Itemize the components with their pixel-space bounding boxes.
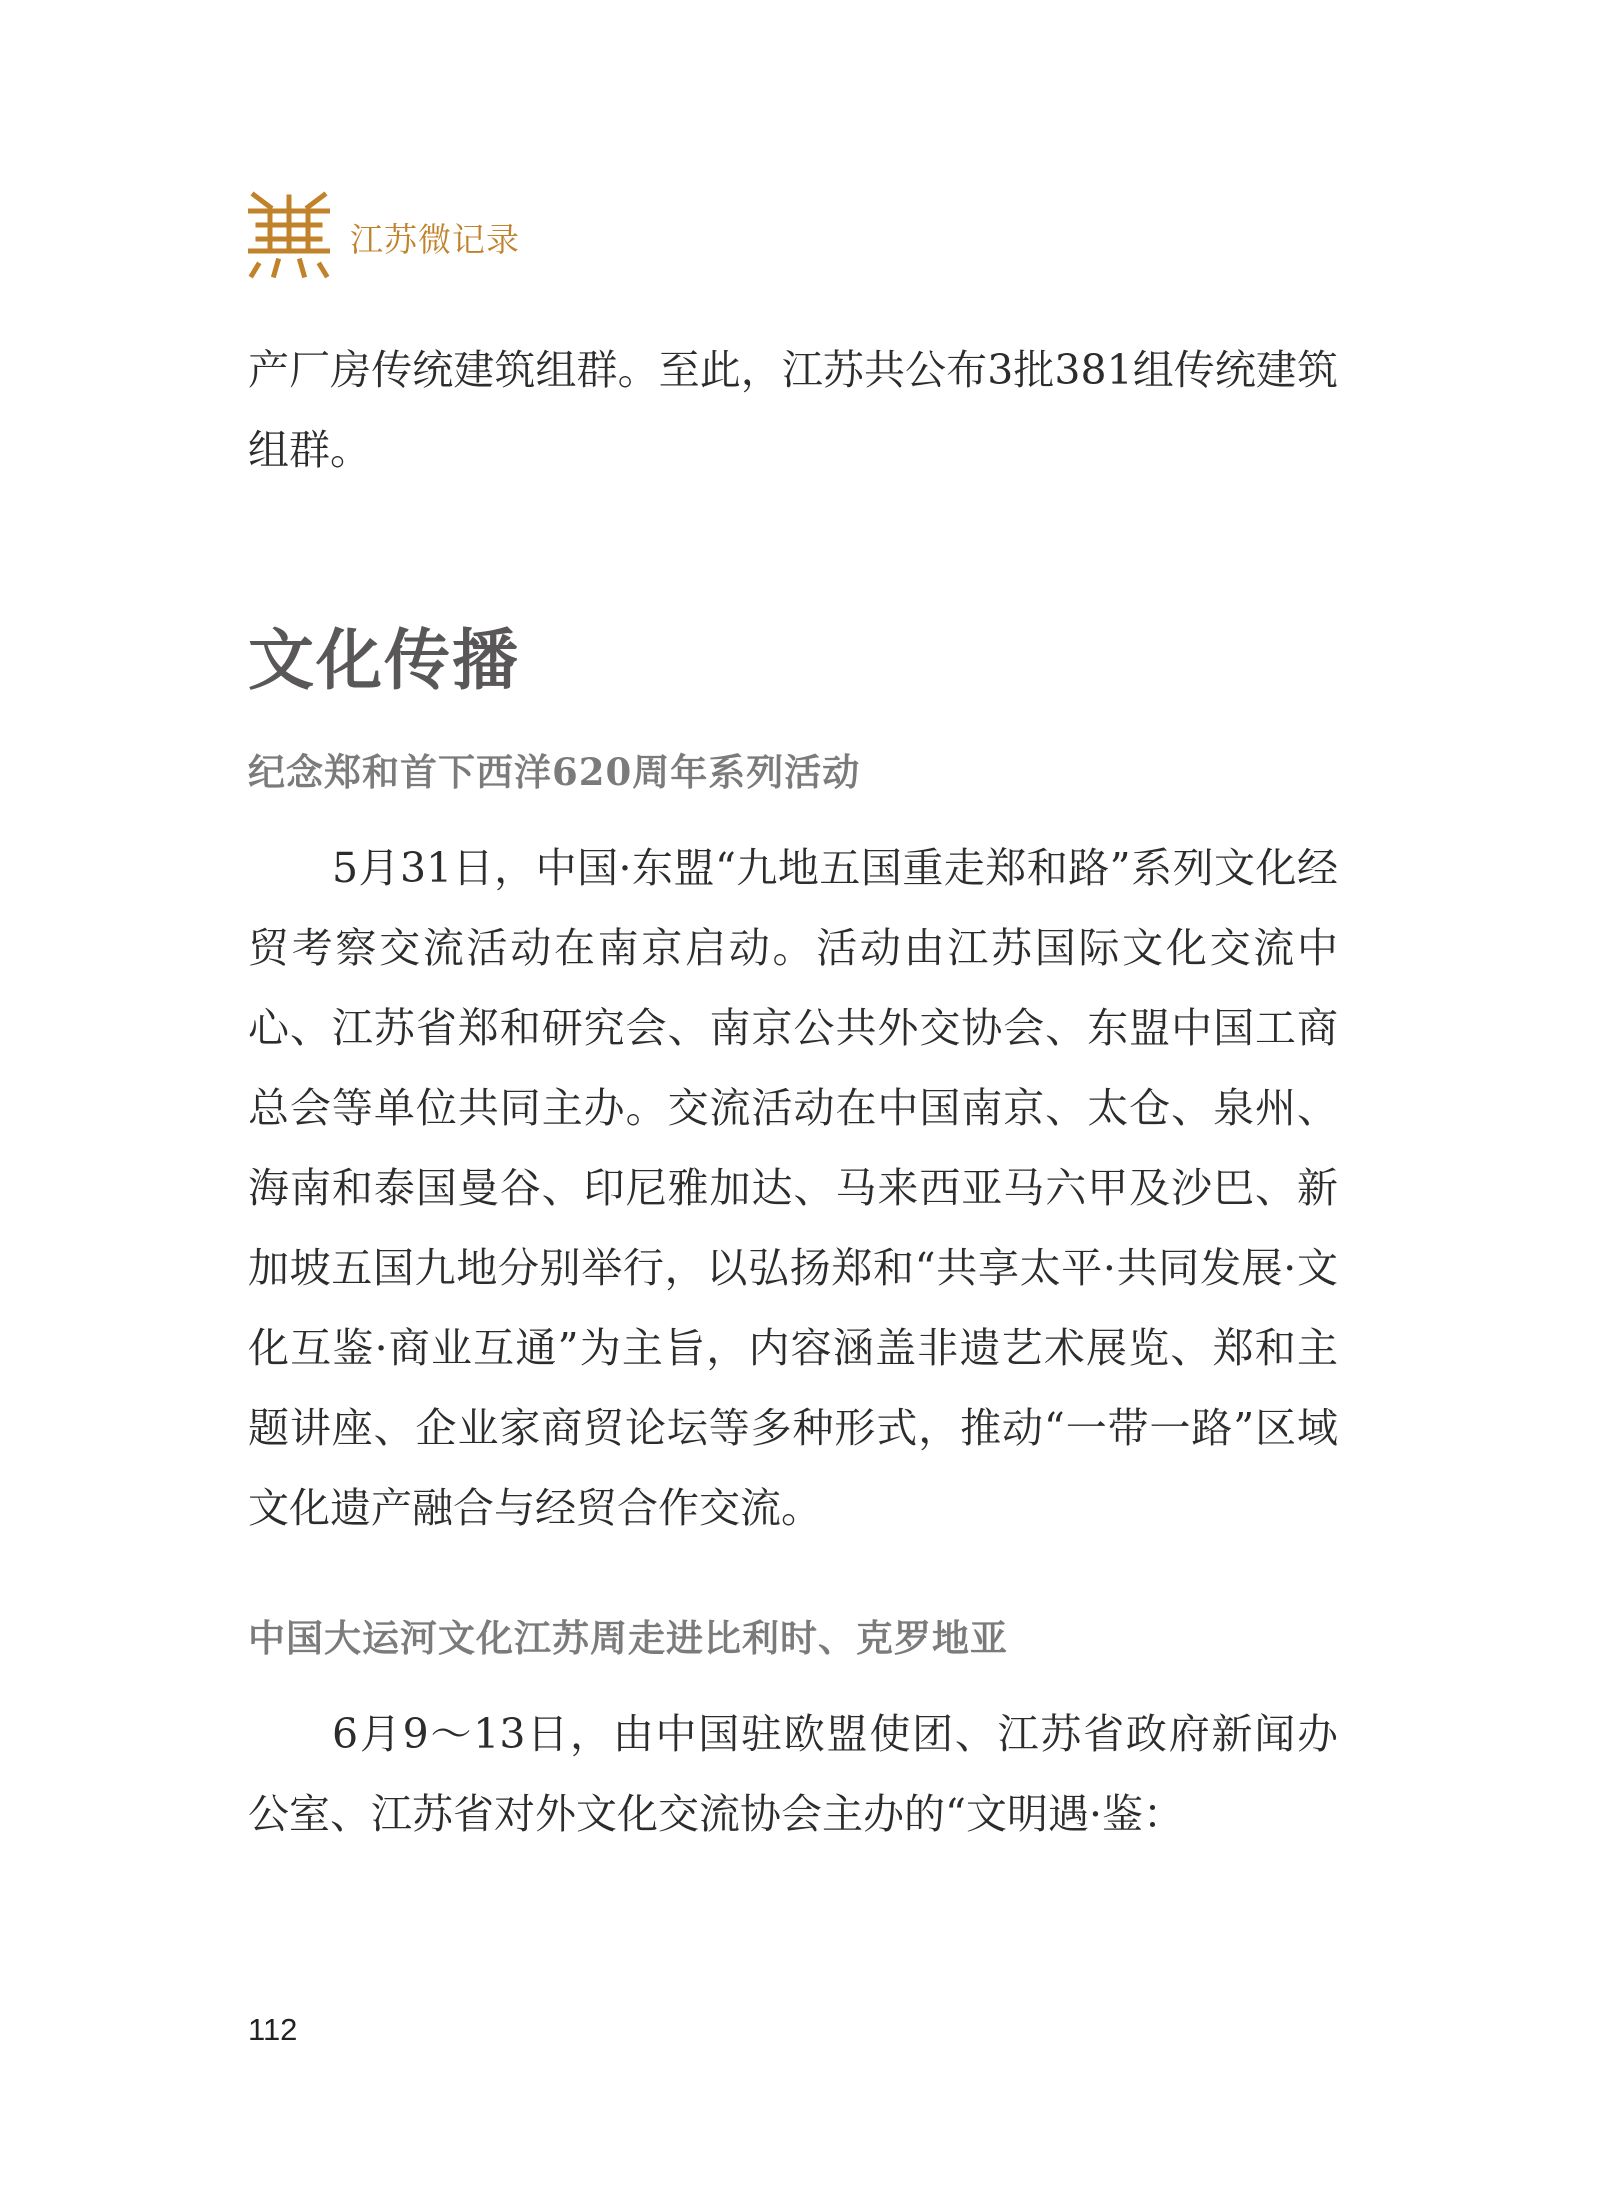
- jiangsu-logo-icon: [248, 189, 330, 279]
- header-title: 江苏微记录: [350, 219, 520, 259]
- item-heading-zhenghe: 纪念郑和首下西洋620周年系列活动: [248, 750, 861, 794]
- page-header: [248, 188, 520, 280]
- section-heading: 文化传播: [248, 622, 520, 699]
- page-number: 112: [248, 2012, 298, 2047]
- intro-paragraph: 产厂房传统建筑组群。至此，江苏共公布3批381组传统建筑组群。: [248, 346, 1338, 474]
- item-body-grand-canal: 6月9～13日，由中国驻欧盟使团、江苏省政府新闻办公室、江苏省对外文化交流协会主办的“文明遇·鉴：: [248, 1710, 1338, 1838]
- item-body-zhenghe: 5月31日，中国·东盟“九地五国重走郑和路”系列文化经贸考察交流活动在南京启动。活动由江苏国际文化交流中心、江苏省郑和研究会、南京公共外交协会、东盟中国工商总会等单位共同主办。交流活动在中国南京、太仓、泉州、海南和泰国曼谷、印尼雅加达、马来西亚马六甲及沙巴、新加坡五国九地分别举行，以弘扬郑和“共享太平·共同发展·文化互鉴·商业互通”为主旨，内容涵盖非遗艺术展览、郑和主题讲座、企业家商贸论坛等多种形式，推动“一带一路”区域文化遗产融合与经贸合作交流。: [248, 844, 1338, 1532]
- item-heading-grand-canal: 中国大运河文化江苏周走进比利时、克罗地亚: [248, 1616, 1008, 1660]
- page-content: [248, 330, 1338, 1854]
